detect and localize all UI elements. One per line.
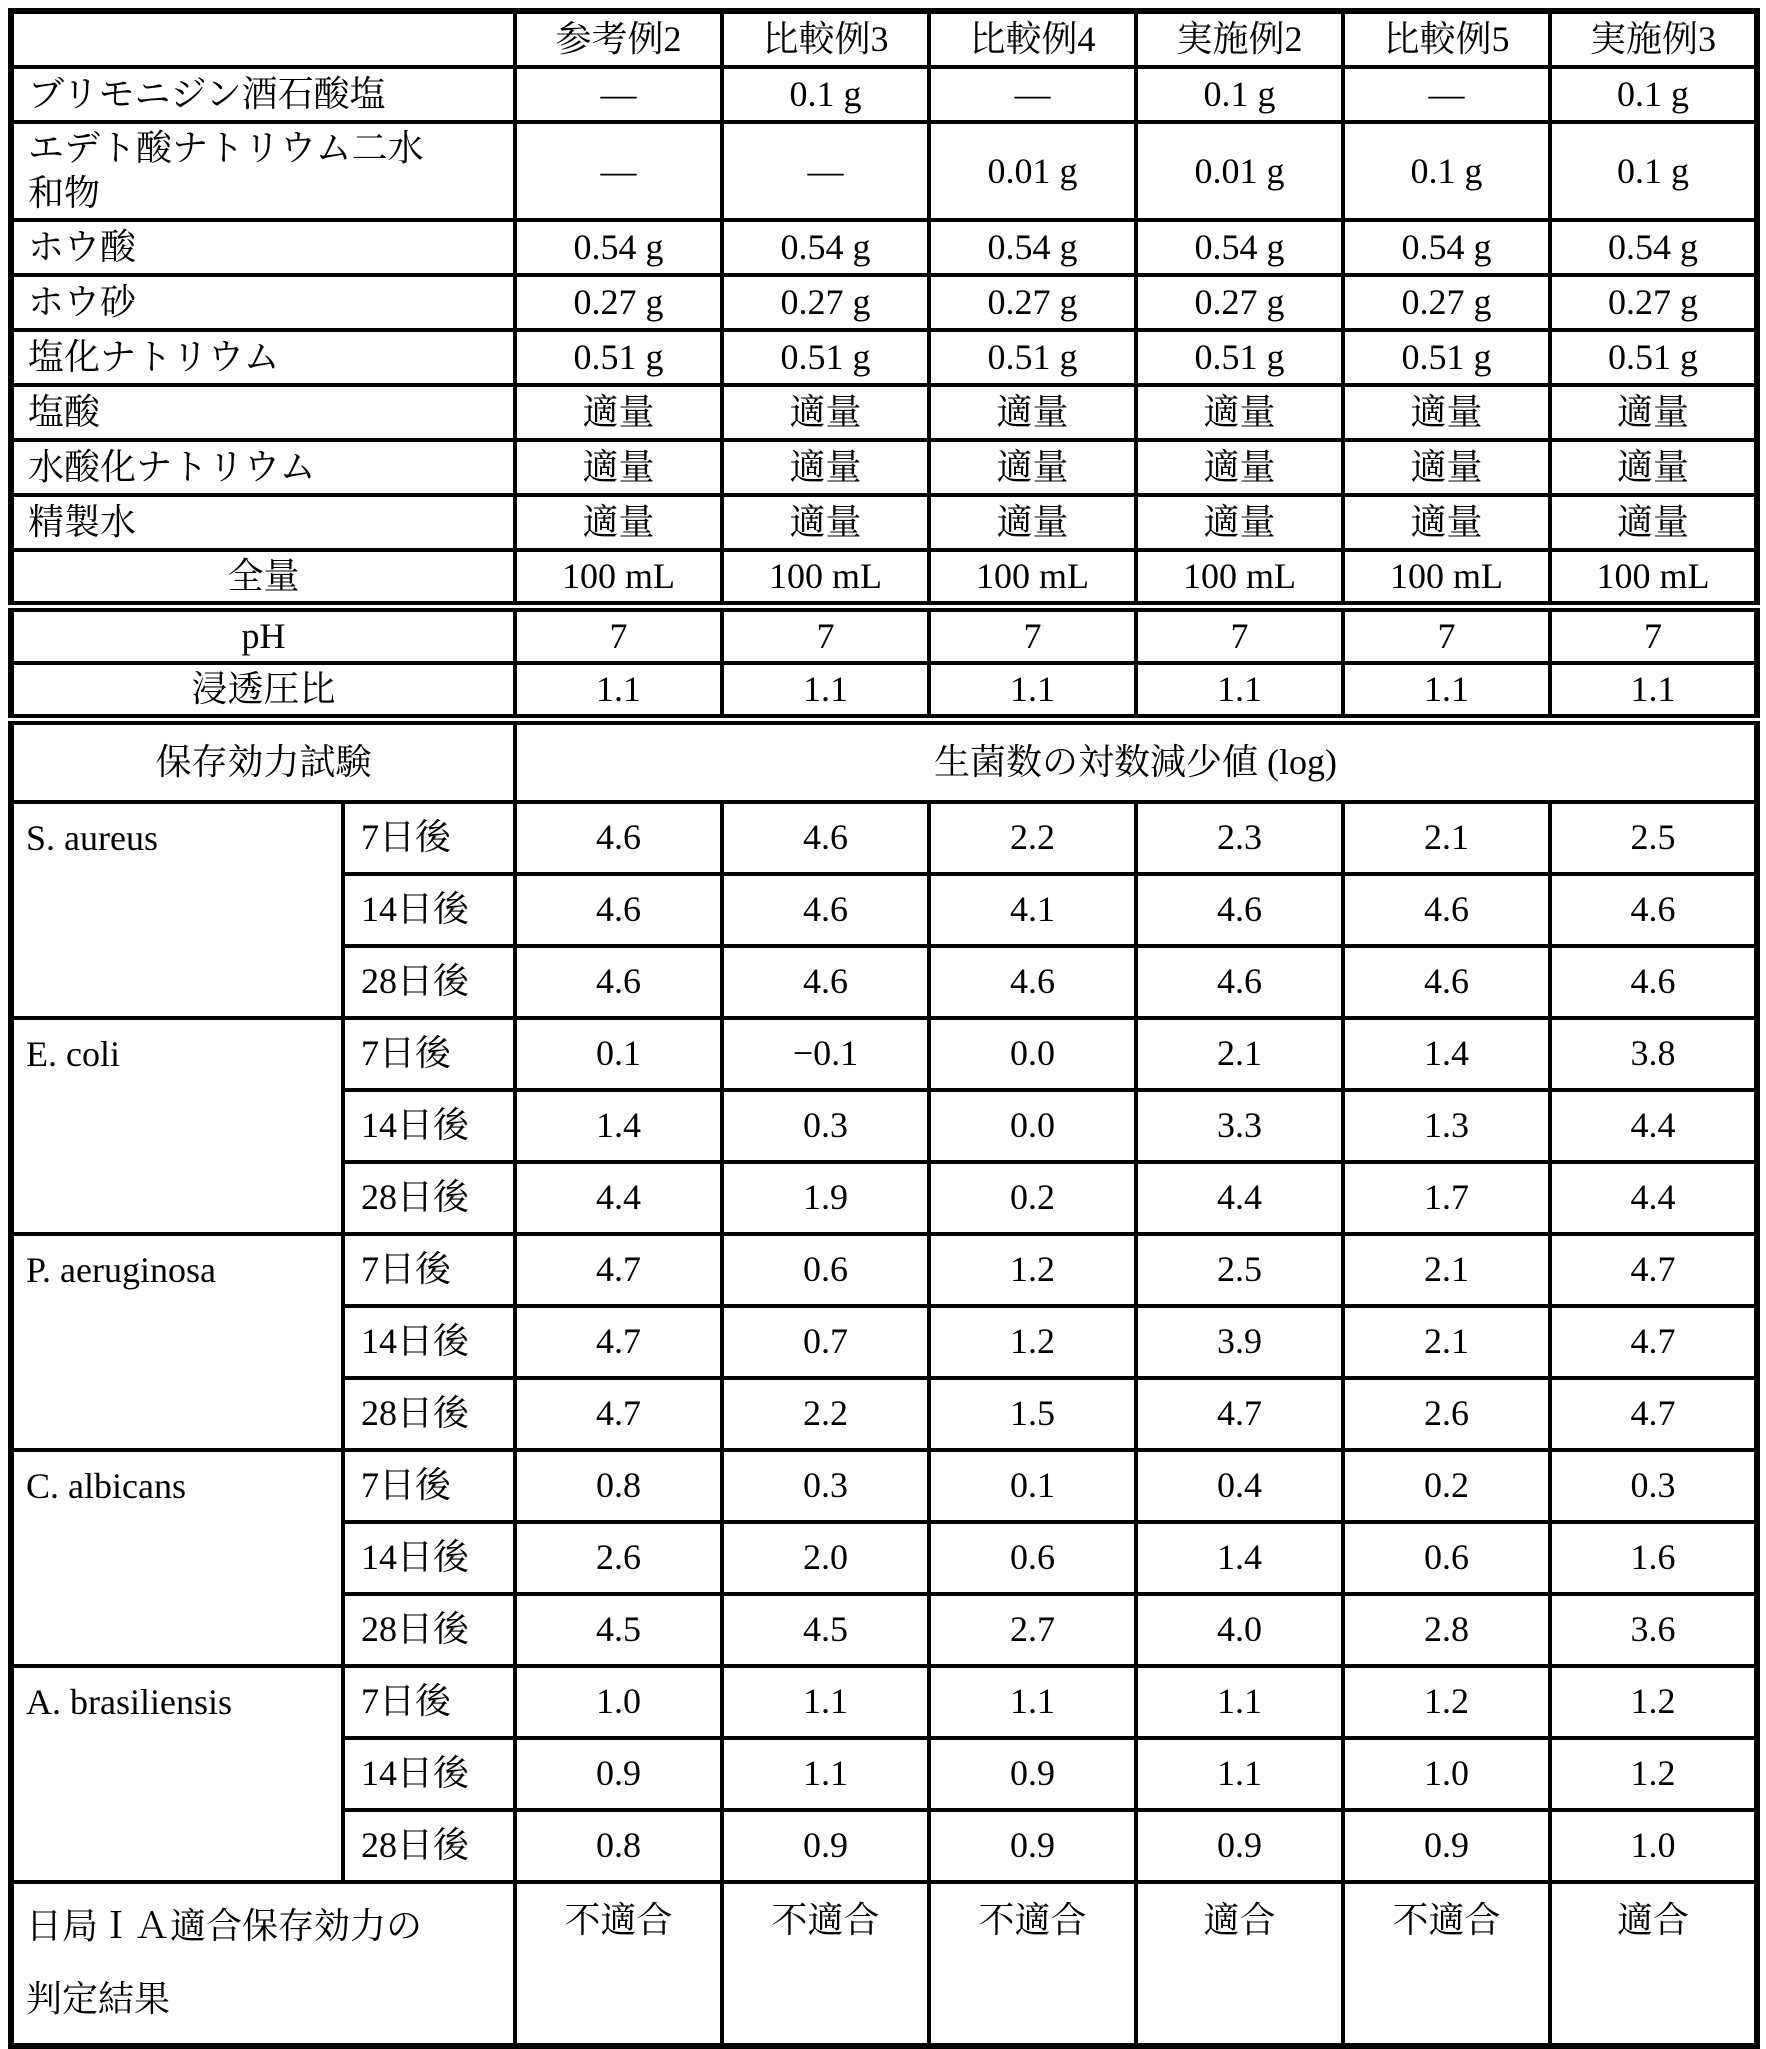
log-value: 0.4 <box>1136 1450 1343 1522</box>
organism-name: S. aureus <box>11 802 343 1018</box>
ingredient-label <box>11 440 515 495</box>
day-label: 28日後 <box>343 946 515 1018</box>
log-value: 2.1 <box>1343 1306 1550 1378</box>
ingredient-label <box>11 385 515 440</box>
table-row <box>11 1666 1757 1738</box>
log-value: 1.0 <box>515 1666 722 1738</box>
log-value: 1.1 <box>722 1738 929 1810</box>
log-value: 0.6 <box>929 1522 1136 1594</box>
preservation-header-row <box>11 720 1757 802</box>
ingredient-label <box>11 122 515 220</box>
ingredient-value: 1.1 <box>1550 663 1757 720</box>
table-row <box>11 550 1757 607</box>
log-value: 4.7 <box>1550 1234 1757 1306</box>
day-label: 7日後 <box>343 1018 515 1090</box>
log-reduction-header: 生菌数の対数減少値 (log) <box>515 720 1757 802</box>
log-value: 4.6 <box>515 802 722 874</box>
ingredient-value: 0.1 g <box>1136 67 1343 122</box>
day-label: 7日後 <box>343 1666 515 1738</box>
formulation-table <box>8 8 1760 2049</box>
ingredient-value: 適量 <box>1343 440 1550 495</box>
log-value: 2.1 <box>1343 802 1550 874</box>
table-row <box>11 663 1757 720</box>
day-label: 14日後 <box>343 874 515 946</box>
log-value: 4.7 <box>1550 1306 1757 1378</box>
ingredient-value: 適量 <box>929 495 1136 550</box>
log-value: 4.7 <box>515 1378 722 1450</box>
ingredient-label-line: ブリモニジン酒石酸塩 <box>28 74 386 114</box>
ingredient-value: 0.27 g <box>929 275 1136 330</box>
ingredient-value: 0.27 g <box>1343 275 1550 330</box>
log-value: 4.5 <box>515 1594 722 1666</box>
ingredient-value: 1.1 <box>515 663 722 720</box>
column-header: 比較例3 <box>722 11 929 67</box>
judgement-value: 不適合 <box>1343 1882 1550 2047</box>
log-value: 0.1 <box>515 1018 722 1090</box>
table-row <box>11 1018 1757 1090</box>
ingredient-value: 0.51 g <box>1343 330 1550 385</box>
table-row <box>11 802 1757 874</box>
log-value: 1.2 <box>929 1306 1136 1378</box>
column-header: 比較例4 <box>929 11 1136 67</box>
log-value: 4.6 <box>722 874 929 946</box>
ingredient-label-line: 塩化ナトリウム <box>28 337 280 377</box>
ingredient-label <box>11 67 515 122</box>
log-value: 2.1 <box>1136 1018 1343 1090</box>
organism-name: E. coli <box>11 1018 343 1234</box>
log-value: 2.5 <box>1136 1234 1343 1306</box>
log-value: 2.8 <box>1343 1594 1550 1666</box>
log-value: 4.4 <box>1550 1162 1757 1234</box>
log-value: 4.0 <box>1136 1594 1343 1666</box>
log-value: 4.6 <box>515 946 722 1018</box>
log-value: 1.2 <box>1550 1738 1757 1810</box>
header-row <box>11 11 1757 67</box>
log-value: 0.3 <box>1550 1450 1757 1522</box>
ingredient-value: 0.54 g <box>929 220 1136 275</box>
ingredient-value: 0.51 g <box>929 330 1136 385</box>
column-header: 参考例2 <box>515 11 722 67</box>
ingredient-value: 7 <box>515 607 722 664</box>
log-value: 1.2 <box>1550 1666 1757 1738</box>
log-value: 1.4 <box>1343 1018 1550 1090</box>
ingredient-label-line: pH <box>241 616 286 656</box>
log-value: 4.6 <box>1550 946 1757 1018</box>
table-row <box>11 495 1757 550</box>
ingredient-value: 適量 <box>1550 495 1757 550</box>
judgement-value: 不適合 <box>929 1882 1136 2047</box>
ingredient-value: 0.27 g <box>1550 275 1757 330</box>
log-value: 0.9 <box>722 1810 929 1882</box>
log-value: 4.4 <box>515 1162 722 1234</box>
day-label: 28日後 <box>343 1810 515 1882</box>
ingredient-value: 100 mL <box>929 550 1136 607</box>
log-value: 0.7 <box>722 1306 929 1378</box>
judgement-value: 適合 <box>1550 1882 1757 2047</box>
log-value: 2.1 <box>1343 1234 1550 1306</box>
log-value: 1.2 <box>1343 1666 1550 1738</box>
preservation-test-label: 保存効力試験 <box>11 720 515 802</box>
ingredient-value: 0.27 g <box>722 275 929 330</box>
ingredient-value: 0.51 g <box>1136 330 1343 385</box>
ingredient-label <box>11 330 515 385</box>
log-value: 2.0 <box>722 1522 929 1594</box>
log-value: 2.2 <box>722 1378 929 1450</box>
log-value: 2.5 <box>1550 802 1757 874</box>
ingredient-value: — <box>722 122 929 220</box>
day-label: 7日後 <box>343 1450 515 1522</box>
ingredient-label <box>11 607 515 664</box>
log-value: 0.6 <box>1343 1522 1550 1594</box>
log-value: 1.1 <box>929 1666 1136 1738</box>
log-value: 3.9 <box>1136 1306 1343 1378</box>
ingredient-value: 適量 <box>722 495 929 550</box>
ingredient-value: 0.1 g <box>1550 67 1757 122</box>
judgement-label <box>11 1882 515 2047</box>
ingredient-value: 0.54 g <box>1343 220 1550 275</box>
log-value: 0.1 <box>929 1450 1136 1522</box>
log-value: 2.3 <box>1136 802 1343 874</box>
ingredient-value: 7 <box>1136 607 1343 664</box>
ingredient-value: 7 <box>1550 607 1757 664</box>
ingredient-value: 適量 <box>1136 495 1343 550</box>
ingredient-value: — <box>515 67 722 122</box>
log-value: 1.0 <box>1550 1810 1757 1882</box>
log-value: 4.6 <box>1550 874 1757 946</box>
ingredient-value: 0.27 g <box>1136 275 1343 330</box>
ingredient-label <box>11 275 515 330</box>
table-row <box>11 220 1757 275</box>
judgement-label-line: 判定結果 <box>26 1979 171 2020</box>
log-value: 1.9 <box>722 1162 929 1234</box>
log-value: 3.6 <box>1550 1594 1757 1666</box>
log-value: 2.6 <box>515 1522 722 1594</box>
log-value: 1.6 <box>1550 1522 1757 1594</box>
judgement-value: 不適合 <box>515 1882 722 2047</box>
ingredient-value: 1.1 <box>929 663 1136 720</box>
ingredient-value: 適量 <box>515 385 722 440</box>
log-value: 1.1 <box>1136 1738 1343 1810</box>
ingredient-label <box>11 220 515 275</box>
log-value: 4.6 <box>722 802 929 874</box>
log-value: 4.4 <box>1136 1162 1343 1234</box>
ingredient-value: — <box>929 67 1136 122</box>
log-value: 3.3 <box>1136 1090 1343 1162</box>
day-label: 28日後 <box>343 1162 515 1234</box>
log-value: 0.9 <box>1136 1810 1343 1882</box>
day-label: 14日後 <box>343 1738 515 1810</box>
log-value: 0.3 <box>722 1450 929 1522</box>
log-value: 4.5 <box>722 1594 929 1666</box>
day-label: 7日後 <box>343 1234 515 1306</box>
log-value: 4.6 <box>1343 874 1550 946</box>
judgement-value: 不適合 <box>722 1882 929 2047</box>
table-row <box>11 330 1757 385</box>
ingredient-value: 0.1 g <box>1343 122 1550 220</box>
ingredient-value: 適量 <box>1550 440 1757 495</box>
log-value: 4.6 <box>1136 874 1343 946</box>
table-row <box>11 440 1757 495</box>
table-row <box>11 1450 1757 1522</box>
day-label: 28日後 <box>343 1594 515 1666</box>
ingredient-value: 100 mL <box>1343 550 1550 607</box>
log-value: 1.1 <box>722 1666 929 1738</box>
log-value: 2.6 <box>1343 1378 1550 1450</box>
day-label: 7日後 <box>343 802 515 874</box>
table-row <box>11 607 1757 664</box>
log-value: 0.9 <box>929 1810 1136 1882</box>
ingredient-value: 7 <box>1343 607 1550 664</box>
corner-cell <box>11 11 515 67</box>
ingredient-value: 適量 <box>515 440 722 495</box>
log-value: 4.6 <box>515 874 722 946</box>
ingredient-value: 1.1 <box>722 663 929 720</box>
log-value: 0.8 <box>515 1450 722 1522</box>
ingredient-label-line: 塩酸 <box>28 392 101 432</box>
ingredient-value: 適量 <box>1550 385 1757 440</box>
table-row <box>11 67 1757 122</box>
column-header: 実施例3 <box>1550 11 1757 67</box>
ingredient-value: 1.1 <box>1136 663 1343 720</box>
log-value: 2.7 <box>929 1594 1136 1666</box>
ingredient-value: 0.27 g <box>515 275 722 330</box>
log-value: 4.6 <box>929 946 1136 1018</box>
ingredient-label-line: 浸透圧比 <box>191 669 336 709</box>
day-label: 14日後 <box>343 1306 515 1378</box>
ingredient-value: 100 mL <box>515 550 722 607</box>
ingredient-value: 0.54 g <box>1550 220 1757 275</box>
log-value: 0.2 <box>929 1162 1136 1234</box>
organism-name: P. aeruginosa <box>11 1234 343 1450</box>
log-value: 0.8 <box>515 1810 722 1882</box>
day-label: 28日後 <box>343 1378 515 1450</box>
table-row <box>11 385 1757 440</box>
organism-name: C. albicans <box>11 1450 343 1666</box>
day-label: 14日後 <box>343 1522 515 1594</box>
log-value: 1.4 <box>515 1090 722 1162</box>
column-header: 実施例2 <box>1136 11 1343 67</box>
ingredient-value: 0.1 g <box>722 67 929 122</box>
log-value: 1.1 <box>1136 1666 1343 1738</box>
log-value: 3.8 <box>1550 1018 1757 1090</box>
ingredient-label <box>11 495 515 550</box>
log-value: 4.4 <box>1550 1090 1757 1162</box>
log-value: 1.3 <box>1343 1090 1550 1162</box>
ingredient-value: 0.54 g <box>1136 220 1343 275</box>
log-value: 0.6 <box>722 1234 929 1306</box>
ingredient-value: 適量 <box>722 440 929 495</box>
table-row <box>11 275 1757 330</box>
ingredient-value: 100 mL <box>1550 550 1757 607</box>
judgement-value: 適合 <box>1136 1882 1343 2047</box>
ingredient-value: 0.51 g <box>515 330 722 385</box>
ingredient-value: — <box>515 122 722 220</box>
log-value: 4.6 <box>722 946 929 1018</box>
ingredient-label-line: 和物 <box>28 173 101 213</box>
ingredient-value: 適量 <box>1136 440 1343 495</box>
organism-name: A. brasiliensis <box>11 1666 343 1882</box>
log-value: 4.7 <box>515 1306 722 1378</box>
ingredient-value: 適量 <box>1343 495 1550 550</box>
ingredient-value: — <box>1343 67 1550 122</box>
log-value: 0.9 <box>1343 1810 1550 1882</box>
judgement-label-line: 日局ＩＡ適合保存効力の <box>26 1905 423 1946</box>
log-value: 4.7 <box>1136 1378 1343 1450</box>
log-value: 1.5 <box>929 1378 1136 1450</box>
log-value: 0.9 <box>929 1738 1136 1810</box>
log-value: 0.9 <box>515 1738 722 1810</box>
ingredient-value: 適量 <box>929 440 1136 495</box>
column-header: 比較例5 <box>1343 11 1550 67</box>
log-value: 1.2 <box>929 1234 1136 1306</box>
log-value: 1.7 <box>1343 1162 1550 1234</box>
ingredient-value: 100 mL <box>1136 550 1343 607</box>
ingredient-value: 適量 <box>722 385 929 440</box>
log-value: 1.4 <box>1136 1522 1343 1594</box>
ingredient-value: 0.01 g <box>1136 122 1343 220</box>
ingredient-value: 適量 <box>929 385 1136 440</box>
ingredient-label <box>11 550 515 607</box>
ingredient-value: 0.01 g <box>929 122 1136 220</box>
log-value: 2.2 <box>929 802 1136 874</box>
log-value: 0.3 <box>722 1090 929 1162</box>
log-value: 4.6 <box>1343 946 1550 1018</box>
ingredient-value: 0.51 g <box>1550 330 1757 385</box>
ingredient-value: 適量 <box>1343 385 1550 440</box>
log-value: 1.0 <box>1343 1738 1550 1810</box>
log-value: 4.6 <box>1136 946 1343 1018</box>
ingredient-label <box>11 663 515 720</box>
table-body <box>11 11 1757 2046</box>
ingredient-value: 7 <box>929 607 1136 664</box>
table-row <box>11 122 1757 220</box>
ingredient-label-line: 精製水 <box>28 502 137 542</box>
log-value: 0.2 <box>1343 1450 1550 1522</box>
table-row <box>11 1234 1757 1306</box>
ingredient-label-line: 全量 <box>227 556 300 596</box>
log-value: 4.7 <box>1550 1378 1757 1450</box>
log-value: 4.7 <box>515 1234 722 1306</box>
ingredient-value: 適量 <box>1136 385 1343 440</box>
ingredient-value: 100 mL <box>722 550 929 607</box>
ingredient-label-line: ホウ酸 <box>28 227 137 267</box>
ingredient-value: 0.54 g <box>722 220 929 275</box>
ingredient-label-line: エデト酸ナトリウム二水 <box>28 128 424 168</box>
ingredient-value: 0.51 g <box>722 330 929 385</box>
log-value: −0.1 <box>722 1018 929 1090</box>
log-value: 0.0 <box>929 1018 1136 1090</box>
ingredient-value: 1.1 <box>1343 663 1550 720</box>
ingredient-label-line: 水酸化ナトリウム <box>28 447 316 487</box>
day-label: 14日後 <box>343 1090 515 1162</box>
ingredient-value: 0.54 g <box>515 220 722 275</box>
ingredient-value: 7 <box>722 607 929 664</box>
ingredient-label-line: ホウ砂 <box>28 282 137 322</box>
judgement-row <box>11 1882 1757 2047</box>
log-value: 4.1 <box>929 874 1136 946</box>
ingredient-value: 0.1 g <box>1550 122 1757 220</box>
ingredient-value: 適量 <box>515 495 722 550</box>
log-value: 0.0 <box>929 1090 1136 1162</box>
